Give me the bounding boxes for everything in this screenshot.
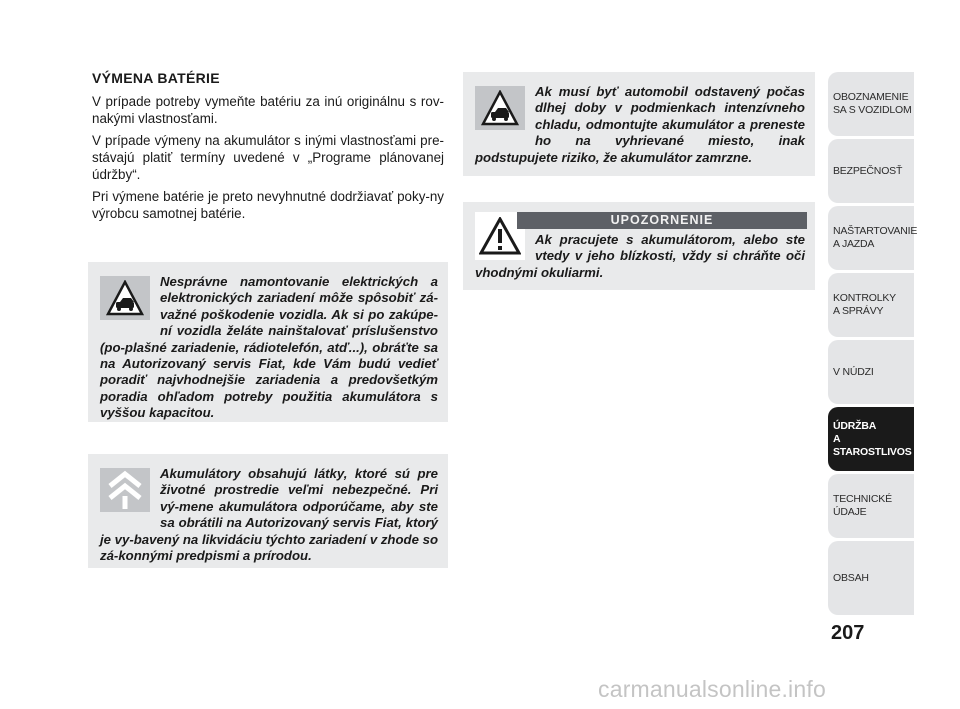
warning-box-cold: [463, 72, 815, 176]
section-title: VÝMENA BATÉRIE: [92, 70, 220, 86]
watermark: carmanualsonline.info: [598, 676, 826, 702]
side-tab-8[interactable]: OBSAH: [828, 541, 916, 615]
caution-header: UPOZORNENIE: [517, 212, 807, 229]
paragraph-1: V prípade potreby vymeňte batériu za inú originálnu s rov-nakými vlastnosťami.: [92, 94, 444, 126]
side-tab-2[interactable]: BEZPEČNOSŤ: [828, 139, 916, 203]
paragraph-2: V prípade výmeny na akumulátor s inými vlastnosťami pre-stávajú platiť termíny uvedené v „Programe plánovanej údržby“.: [92, 133, 444, 182]
side-tab-7[interactable]: TECHNICKÉ ÚDAJE: [828, 474, 916, 538]
environment-note-text: Akumulátory obsahujú látky, ktoré sú pre životné prostredie veľmi nebezpečné. Pri vý-mene akumulátora odporúčame, aby ste sa obrátili na Autorizovaný servis Fiat, ktorý je vy-bavený na likvidáciu týchto zariadení v zhode so zá-konnými predpismi a prírodou.: [100, 466, 438, 564]
caution-text: Ak pracujete s akumulátorom, alebo ste vtedy v jeho blízkosti, vždy si chráňte oči vhodnými okuliarmi.: [475, 232, 805, 280]
car-warning-icon: [475, 86, 525, 130]
main-text-column: [92, 70, 444, 227]
side-tab-5[interactable]: V NÚDZI: [828, 340, 916, 404]
car-warning-icon: [100, 276, 150, 320]
side-tab-4[interactable]: KONTROLKY A SPRÁVY: [828, 273, 916, 337]
warning-installation-text: Nesprávne namontovanie elektrických a elektronických zariadení môže spôsobiť zá-važné poškodenie vozidla. Ak si po zakúpe-ní vozidla želáte nainštalovať príslušenstvo (po-plašné zariadenie, rádiotelefón, atď...), obráťte sa na Autorizovaný servis Fiat, kde Vám budú vedieť poradiť najvhodnejšie zariadenia a predovšetkým poradia ohľadom potreby použitia akumulátora s vyššou kapacitou.: [100, 274, 438, 421]
warning-box-installation: [88, 262, 448, 422]
caution-box: [463, 202, 815, 290]
side-tab-6-active[interactable]: ÚDRŽBA A STAROSTLIVOS: [828, 407, 916, 471]
paragraph-3: Pri výmene batérie je preto nevyhnutné dodržiavať poky-ny výrobcu samotnej batérie.: [92, 189, 444, 221]
page-number: 207: [831, 622, 865, 644]
side-tab-3[interactable]: NAŠTARTOVANIE A JAZDA: [828, 206, 916, 270]
recycle-chevrons-icon: [100, 468, 150, 512]
side-tab-1[interactable]: OBOZNAMENIE SA S VOZIDLOM: [828, 72, 916, 136]
warning-cold-text: Ak musí byť automobil odstavený počas dlhej doby v podmienkach intenzívneho chladu, odmontujte akumulátor a preneste ho na vyhrievané miesto, inak podstupujete riziko, že akumulátor zamrzne.: [475, 84, 805, 165]
environment-note-box: [88, 454, 448, 568]
